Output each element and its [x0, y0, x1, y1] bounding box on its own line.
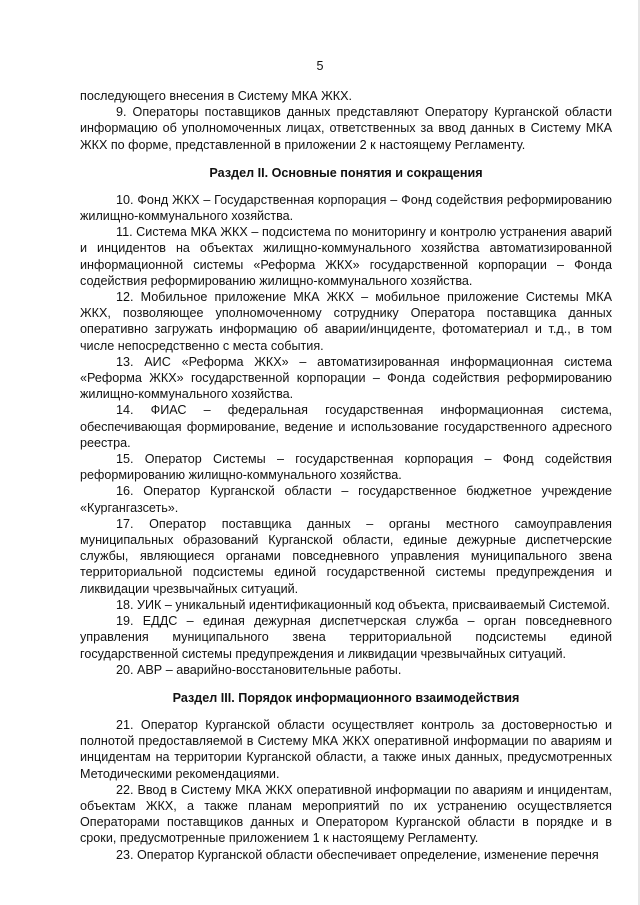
- paragraph-17: 17. Оператор поставщика данных – органы местного самоуправления муниципальных образований Курганской области, единые дежурные диспетчерские службы, являющиеся органами повседневного управления муниципального звена территориальной подсистемы единой государственной системы предупреждения и ликвидации чрезвычайных ситуаций.: [80, 516, 612, 596]
- paragraph-18: 18. УИК – уникальный идентификационный код объекта, присваиваемый Системой.: [116, 597, 610, 612]
- paragraph-12: 12. Мобильное приложение МКА ЖКХ – мобильное приложение Системы МКА ЖКХ, позволяющее уполномоченному сотруднику Оператора поставщика данных оперативно загружать информацию об аварии/инциденте, фотоматериал и т.д., в том числе непосредственно с места события.: [80, 290, 612, 353]
- paragraph-14: 14. ФИАС – федеральная государственная информационная система, обеспечивающая формирование, ведение и использование государственного адресного реестра.: [80, 403, 612, 450]
- paragraph-19: 19. ЕДДС – единая дежурная диспетчерская служба – орган повседневного управления муниципального звена территориальной подсистемы единой государственной системы предупреждения и ликвидации чрезвычайных ситуаций.: [80, 614, 612, 661]
- paragraph-11: 11. Система МКА ЖКХ – подсистема по мониторингу и контролю устранения аварий и инцидентов на объектах жилищно-коммунального хозяйства автоматизированной информационной системы «Реформа ЖКХ» государственной корпорации – Фонда содействия реформированию жилищно-коммунального хозяйства.: [80, 225, 612, 288]
- paragraph-10: 10. Фонд ЖКХ – Государственная корпорация – Фонд содействия реформированию жилищно-коммунального хозяйства.: [80, 192, 612, 224]
- paragraph-13: 13. АИС «Реформа ЖКХ» – автоматизированная информационная система «Реформа ЖКХ» государственной корпорации – Фонда содействия реформированию жилищно-коммунального хозяйства.: [80, 354, 612, 402]
- section-heading-3: Раздел III. Порядок информационного взаимодействия: [172, 690, 520, 705]
- paragraph-22: 22. Ввод в Систему МКА ЖКХ оперативной информации по авариям и инцидентам, объектам ЖКХ, а также планам мероприятий по их устранению осуществляется Операторами поставщиков данных и Оператором Курганской области в порядке и в сроки, предусмотренные приложением 1 к настоящему Регламенту.: [80, 782, 612, 846]
- paragraph-16: 16. Оператор Курганской области – государственное бюджетное учреждение «Кургангазсеть».: [80, 484, 612, 515]
- paragraph-21: 21. Оператор Курганской области осуществляет контроль за достоверностью и полнотой предоставляемой в Систему МКА ЖКХ оперативной информации по авариям и инцидентам на территории Курганской области, а также иных данных, предусмотренных Методическими рекомендациями.: [80, 717, 612, 781]
- paragraph-9: 9. Операторы поставщиков данных представляют Оператору Курганской области информацию об уполномоченных лицах, ответственных за ввод данных в Систему МКА ЖКХ по форме, представленной в приложении 2 к настоящему Регламенту.: [80, 105, 612, 152]
- paragraph-23: 23. Оператор Курганской области обеспечивает определение, изменение перечня: [116, 847, 599, 862]
- document-page: [80, 58, 612, 863]
- paragraph-20: 20. АВР – аварийно-восстановительные работы.: [116, 662, 402, 677]
- page-number: 5: [316, 59, 324, 73]
- paragraph-continuation: последующего внесения в Систему МКА ЖКХ.: [80, 89, 353, 103]
- section-heading-2: Раздел II. Основные понятия и сокращения: [209, 165, 483, 180]
- paragraph-15: 15. Оператор Системы – государственная корпорация – Фонд содействия реформированию жилищно-коммунального хозяйства.: [80, 452, 612, 483]
